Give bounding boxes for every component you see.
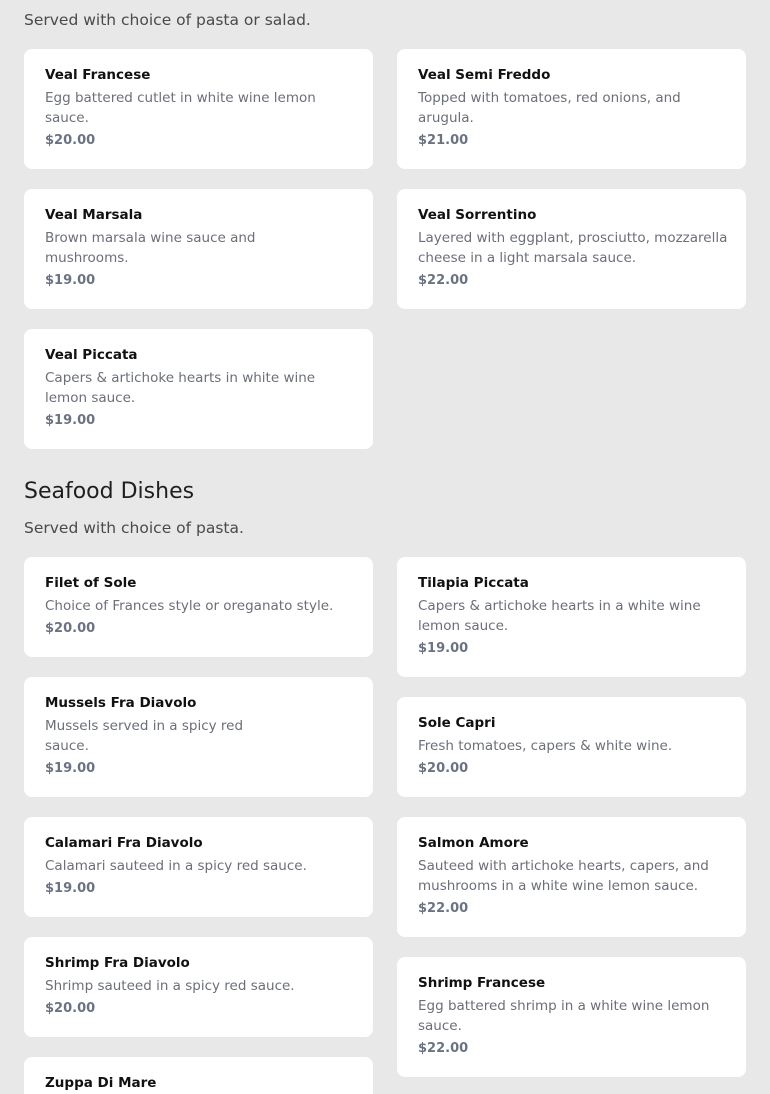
menu-item-description: Capers & artichoke hearts in white wine lemon sauce. xyxy=(45,370,316,406)
menu-item-name: Veal Francese xyxy=(45,67,151,83)
menu-item-description: Brown marsala wine sauce and mushrooms. xyxy=(45,230,256,266)
menu-item-card[interactable] xyxy=(397,817,746,937)
menu-item-name: Veal Sorrentino xyxy=(418,207,537,223)
section-title: Seafood Dishes xyxy=(24,479,195,504)
menu-item-price: $22.00 xyxy=(418,1041,469,1056)
menu-item-description: Topped with tomatoes, red onions, and arugula. xyxy=(418,90,681,126)
menu-item-name: Tilapia Piccata xyxy=(418,575,529,591)
menu-item-description: Egg battered shrimp in a white wine lemon sauce. xyxy=(418,998,710,1034)
menu-item-card[interactable] xyxy=(24,557,373,657)
menu-item-description: Choice of Frances style or oreganato style. xyxy=(45,598,334,614)
menu-item-name: Veal Marsala xyxy=(45,207,143,223)
menu-item-price: $20.00 xyxy=(45,133,96,148)
menu-item-card[interactable] xyxy=(397,697,746,797)
menu-item-card[interactable] xyxy=(397,557,746,677)
menu-item-card[interactable] xyxy=(24,49,373,169)
section-subtitle: Served with choice of pasta. xyxy=(24,519,244,537)
menu-item-price: $22.00 xyxy=(418,273,469,288)
menu-item-name: Mussels Fra Diavolo xyxy=(45,695,197,711)
menu-item-description: Egg battered cutlet in white wine lemon sauce. xyxy=(45,90,316,126)
menu-item-price: $19.00 xyxy=(45,761,96,776)
menu-item-name: Veal Semi Freddo xyxy=(418,67,551,83)
menu-item-name: Shrimp Francese xyxy=(418,975,546,991)
menu-item-price: $19.00 xyxy=(45,413,96,428)
menu-item-description: Mussels served in a spicy red sauce. xyxy=(45,718,244,754)
menu-item-name: Zuppa Di Mare xyxy=(45,1075,157,1091)
menu-item-price: $19.00 xyxy=(45,881,96,896)
menu-item-price: $20.00 xyxy=(45,621,96,636)
menu-item-description: Calamari sauteed in a spicy red sauce. xyxy=(45,858,307,874)
menu-item-price: $19.00 xyxy=(418,641,469,656)
menu-item-description: Shrimp sauteed in a spicy red sauce. xyxy=(45,978,295,994)
menu-item-name: Sole Capri xyxy=(418,715,496,731)
menu-item-price: $20.00 xyxy=(45,1001,96,1016)
menu-item-description: Fresh tomatoes, capers & white wine. xyxy=(418,738,673,754)
veal-section-subtitle: Served with choice of pasta or salad. xyxy=(24,11,311,29)
menu-item-card[interactable] xyxy=(24,817,373,917)
menu-item-description: Layered with eggplant, prosciutto, mozzarella cheese in a light marsala sauce. xyxy=(418,230,728,266)
menu-item-card[interactable] xyxy=(24,1057,373,1094)
menu-item-card[interactable] xyxy=(24,937,373,1037)
menu-item-name: Veal Piccata xyxy=(45,347,138,363)
menu-item-price: $20.00 xyxy=(418,761,469,776)
menu-item-card[interactable] xyxy=(397,957,746,1077)
menu-item-description: Capers & artichoke hearts in a white wine lemon sauce. xyxy=(418,598,701,634)
menu-item-name: Salmon Amore xyxy=(418,835,529,851)
menu-item-price: $19.00 xyxy=(45,273,96,288)
menu-item-name: Calamari Fra Diavolo xyxy=(45,835,203,851)
menu-item-card[interactable] xyxy=(397,189,746,309)
menu-item-name: Shrimp Fra Diavolo xyxy=(45,955,190,971)
menu-item-card[interactable] xyxy=(24,329,373,449)
menu-item-price: $21.00 xyxy=(418,133,469,148)
menu-item-card[interactable] xyxy=(24,677,373,797)
menu-item-name: Filet of Sole xyxy=(45,575,137,591)
menu-item-card[interactable] xyxy=(24,189,373,309)
menu-item-card[interactable] xyxy=(397,49,746,169)
menu-item-price: $22.00 xyxy=(418,901,469,916)
menu-item-description: Sauteed with artichoke hearts, capers, and mushrooms in a white wine lemon sauce. xyxy=(418,858,709,894)
